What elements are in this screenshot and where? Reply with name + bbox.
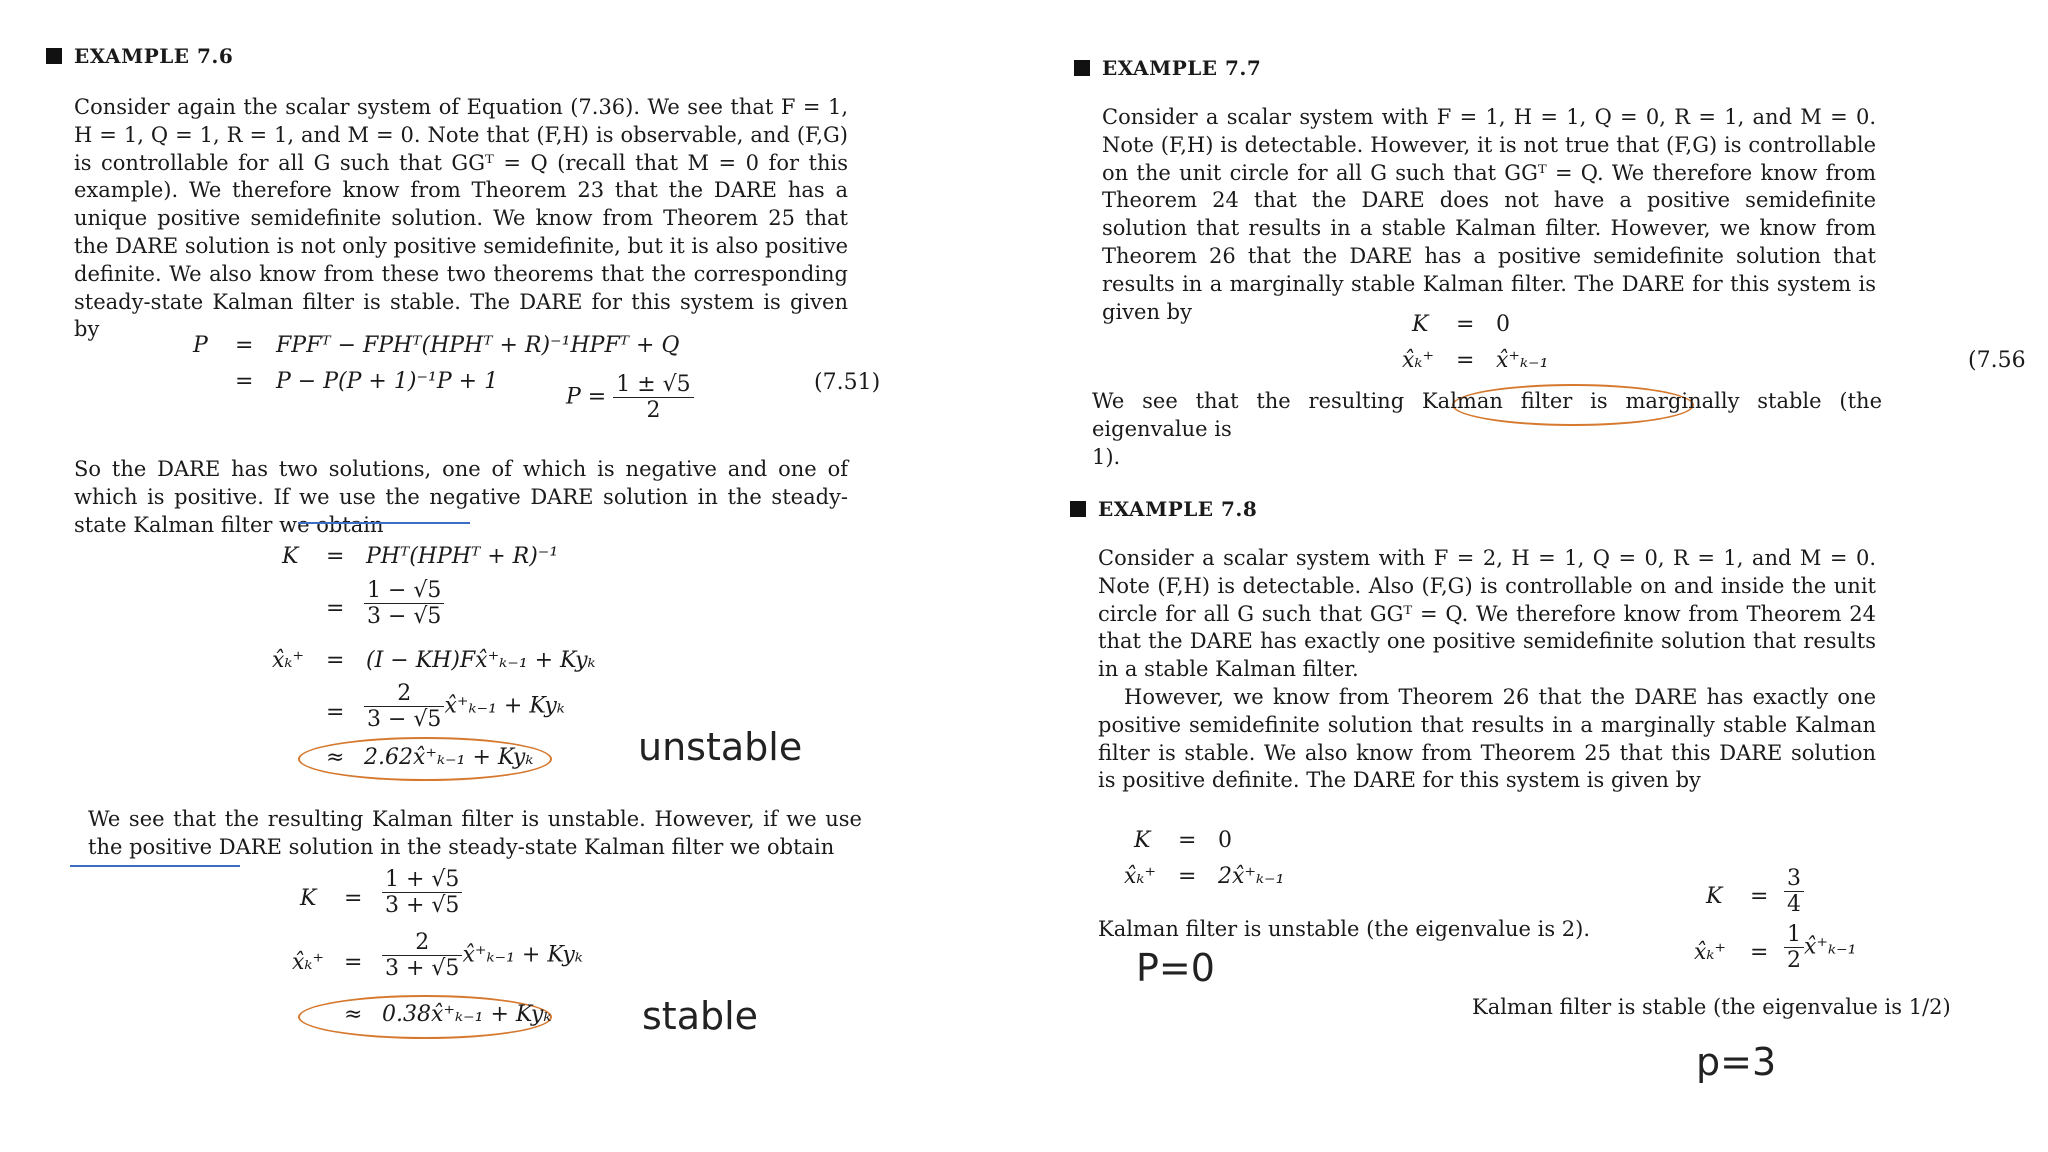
neg-x-op: = <box>326 648 345 673</box>
dare-line1-lhs: P <box>193 333 208 358</box>
neg-k-lhs: K <box>282 544 299 569</box>
bullet-square-icon <box>46 48 62 64</box>
eq78b-k-lhs: K <box>1706 884 1723 909</box>
annotation-p0: P=0 <box>1136 946 1215 990</box>
eq78a-x-op: = <box>1178 864 1197 889</box>
example-7-8-text: Consider a scalar system with F = 2, H = 1, Q = 0, R = 1, and M = 0. Note (F,H) is detectable. Also (F,G) is controllable on and inside the unit circle for all G such that GGᵀ = Q. We therefore know from Theorem 24 that the DARE has exactly one positive semidefinite solution that results in a stable Kalman filter. However, we know from Theorem 26 that the DARE has exactly one positive semidefinite solution that results in a marginally stable Kalman filter is stable. We also know from Theorem 25 that this DARE solution is positive definite. The DARE for this system is given by <box>1098 546 1876 793</box>
eq77-x-op: = <box>1456 348 1475 373</box>
pos-approx-value: 0.38x̂⁺ₖ₋₁ + Kyₖ <box>382 1002 552 1027</box>
dare-solution-fraction: $\frac{1 \pm √5}{2}$ <box>613 372 693 423</box>
bullet-square-icon <box>1074 60 1090 76</box>
eq78a-x-rhs: 2x̂⁺ₖ₋₁ <box>1218 864 1285 889</box>
annotation-unstable: unstable <box>638 725 803 769</box>
pos-k-lhs: K <box>300 886 317 911</box>
dare-line2-rhs: P − P(P + 1)⁻¹P + 1 <box>276 369 499 394</box>
annotation-p3: p=3 <box>1696 1040 1777 1084</box>
pos-x-lhs: x̂ₖ⁺ <box>292 950 325 975</box>
example-7-8-stable-result: Kalman filter is stable (the eigenvalue is 1/2) <box>1472 995 1951 1019</box>
eq77-k-rhs: 0 <box>1496 312 1510 337</box>
positive-dare-underline <box>70 865 240 867</box>
bullet-square-icon <box>1070 501 1086 517</box>
eq78b-k-fraction: $\frac{3}{4}$ <box>1784 866 1804 917</box>
annotation-stable: stable <box>642 994 759 1038</box>
pos-x-expression: $\frac{2}{3 + √5}$ x̂⁺ₖ₋₁ + Kyₖ <box>382 930 583 981</box>
dare-line1-rhs: FPFᵀ − FPHᵀ(HPHᵀ + R)⁻¹HPFᵀ + Q <box>276 333 680 358</box>
example-7-7-heading: EXAMPLE 7.7 <box>1074 56 1261 80</box>
neg-x2-expression: $\frac{2}{3 - √5}$ x̂⁺ₖ₋₁ + Kyₖ <box>364 681 565 732</box>
equation-number-7-51: (7.51) <box>814 370 881 395</box>
neg-x-lhs: x̂ₖ⁺ <box>272 648 305 673</box>
neg-x-rhs: (I − KH)Fx̂⁺ₖ₋₁ + Kyₖ <box>366 648 596 673</box>
pos-approx-op: ≈ <box>344 1002 363 1027</box>
eq77-x-lhs: x̂ₖ⁺ <box>1402 348 1435 373</box>
dare-line1-op: = <box>235 333 254 358</box>
example-7-7-result: We see that the resulting Kalman filter is marginally stable (the eigenvalue is 1). <box>1092 389 1882 469</box>
eq78b-k-op: = <box>1750 884 1769 909</box>
eq78a-k-rhs: 0 <box>1218 828 1232 853</box>
example-7-7-text: Consider a scalar system with F = 1, H = 1, Q = 0, R = 1, and M = 0. Note (F,H) is detectable. However, it is not true that (F,G) is controllable on the unit circle for all G such that GGᵀ = Q. We therefore know from Theorem 24 that the DARE does not have a positive semidefinite solution that results in a stable Kalman filter. However, we know from Theorem 26 that the DARE has a positive semidefinite solution that results in a marginally stable Kalman filter. The DARE for this system is given by <box>1102 105 1876 324</box>
example-7-6-heading: EXAMPLE 7.6 <box>46 44 233 68</box>
neg-k-rhs: PHᵀ(HPHᵀ + R)⁻¹ <box>366 544 559 569</box>
example-7-6-intro: Consider again the scalar system of Equation (7.36). We see that F = 1, H = 1, Q = 1, R = 1, and M = 0. Note that (F,H) is observable, and (F,G) is controllable for all G such that GGᵀ = Q (recall that M = 0 for this example). We therefore know from Theorem 23 that the DARE has a unique positive semidefinite solution. We know from Theorem 25 that the DARE solution is not only positive semidefinite, but it is also positive definite. We also know from these two theorems that the corresponding steady-state Kalman filter is stable. The DARE for this system is given by <box>74 95 848 342</box>
example-7-6-positive-text: We see that the resulting Kalman filter is unstable. However, if we use the positive DARE solution in the steady-state Kalman filter we obtain <box>88 807 862 859</box>
dare-solution: P = $\frac{1 \pm √5}{2}$ <box>566 372 694 423</box>
pos-k-op: = <box>344 886 363 911</box>
neg-k2-op: = <box>326 596 345 621</box>
eq78b-x-lhs: x̂ₖ⁺ <box>1694 940 1727 965</box>
example-7-8-unstable-result: Kalman filter is unstable (the eigenvalue is 2). <box>1098 917 1591 941</box>
example-7-6-negative-text: So the DARE has two solutions, one of which is negative and one of which is positive. If we use the negative DARE solution in the steady-state Kalman filter we obtain <box>74 457 848 537</box>
neg-k2-fraction: $\frac{1 - √5}{3 - √5}$ <box>364 578 444 629</box>
pos-x-op: = <box>344 950 363 975</box>
neg-k-op: = <box>326 544 345 569</box>
eq78b-x-op: = <box>1750 940 1769 965</box>
example-7-8-heading: EXAMPLE 7.8 <box>1070 497 1257 521</box>
eq78a-x-lhs: x̂ₖ⁺ <box>1124 864 1157 889</box>
equation-number-7-56: (7.56 <box>1968 348 2026 373</box>
eq77-k-lhs: K <box>1412 312 1429 337</box>
neg-approx-value: 2.62x̂⁺ₖ₋₁ + Kyₖ <box>364 745 534 770</box>
neg-approx-op: ≈ <box>326 745 345 770</box>
eq78a-k-op: = <box>1178 828 1197 853</box>
eq77-x-rhs: x̂⁺ₖ₋₁ <box>1496 348 1549 373</box>
eq77-k-op: = <box>1456 312 1475 337</box>
eq78b-x-expression: $\frac{1}{2}$ x̂⁺ₖ₋₁ <box>1784 922 1856 973</box>
negative-dare-underline <box>298 522 470 524</box>
neg-x2-op: = <box>326 700 345 725</box>
eq78a-k-lhs: K <box>1134 828 1151 853</box>
dare-line2-op: = <box>235 369 254 394</box>
pos-k-fraction: $\frac{1 + √5}{3 + √5}$ <box>382 867 462 918</box>
